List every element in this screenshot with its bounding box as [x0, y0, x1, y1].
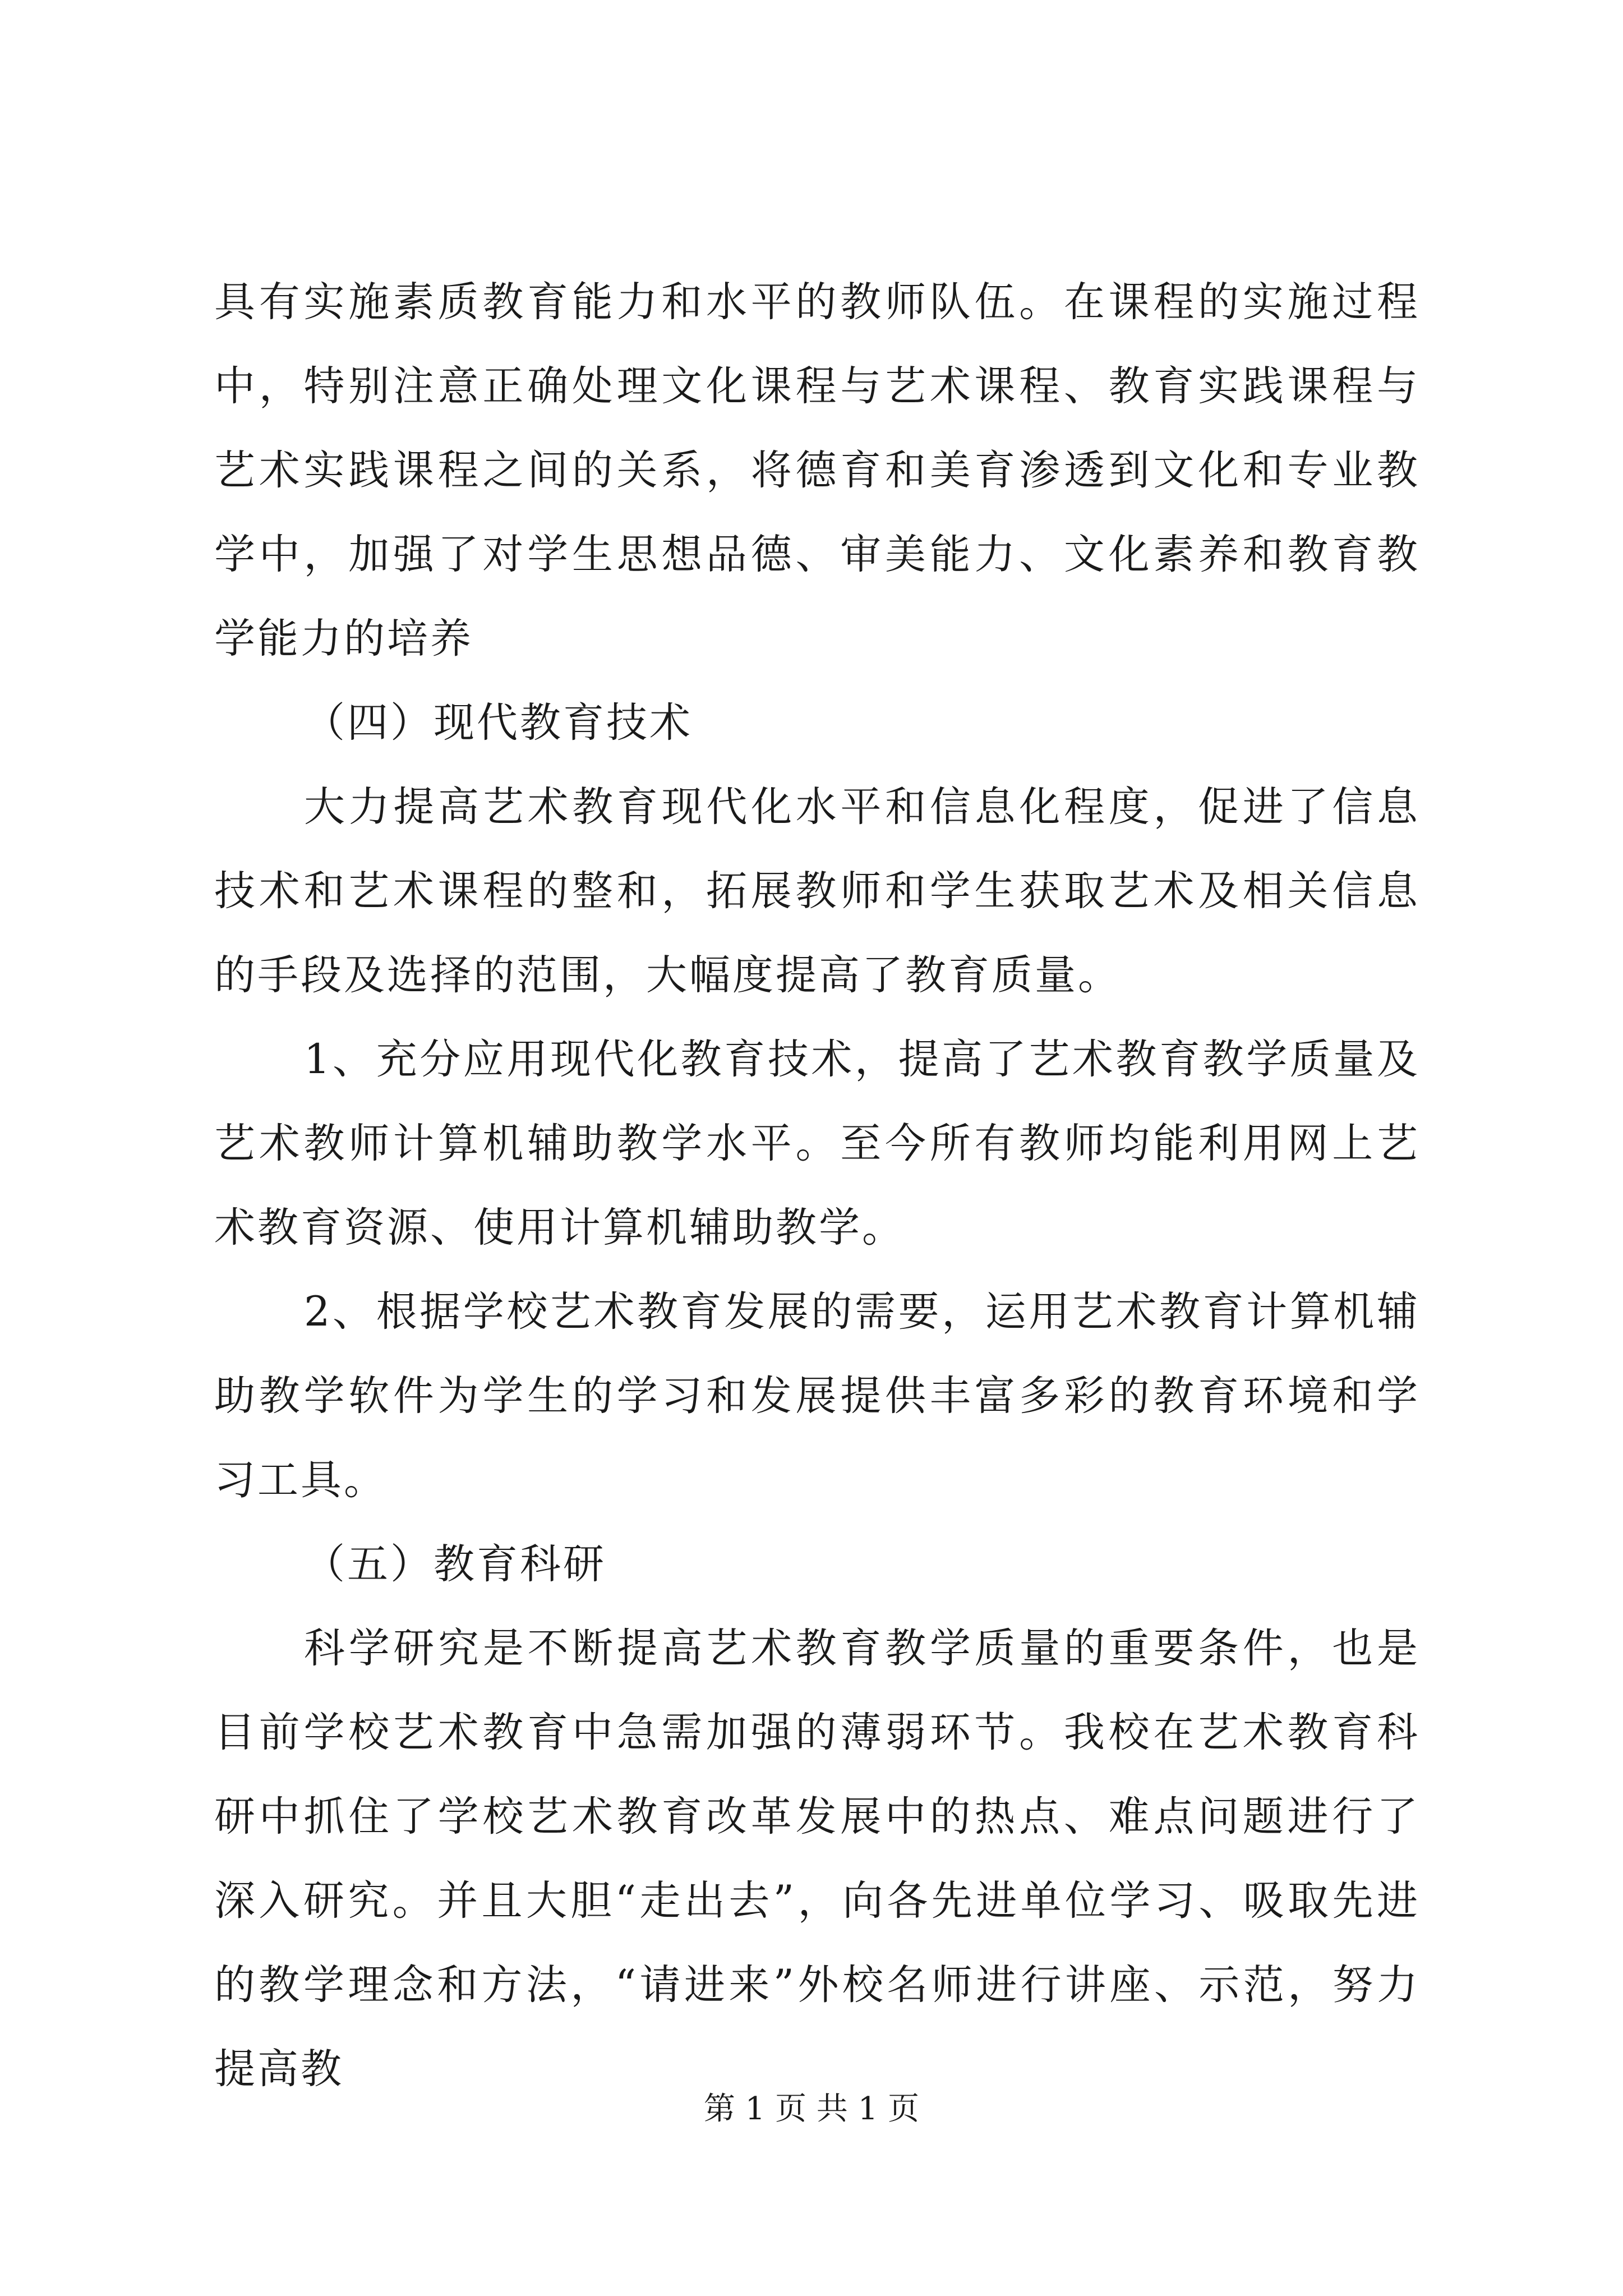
paragraph-1: 具有实施素质教育能力和水平的教师队伍。在课程的实施过程中，特别注意正确处理文化课程与艺术课程、教育实践课程与艺术实践课程之间的关系，将德育和美育渗透到文化和专业教学中，加强了对学生思想品德、审美能力、文化素养和教育教学能力的培养 — [214, 278, 1420, 662]
paragraph-5: 科学研究是不断提高艺术教育教学质量的重要条件，也是目前学校艺术教育中急需加强的薄弱环节。我校在艺术教育科研中抓住了学校艺术教育改革发展中的热点、难点问题进行了深入研究。并且大胆“走出去”，向各先进单位学习、吸取先进的教学理念和方法，“请进来”外校名师进行讲座、示范，努力提高教 — [214, 1625, 1420, 2093]
section-heading-5: （五）教育科研 — [304, 1540, 606, 1588]
paragraph-4: 2、根据学校艺术教育发展的需要，运用艺术教育计算机辅助教学软件为学生的学习和发展提供丰富多彩的教育环境和学习工具。 — [214, 1288, 1420, 1504]
page-footer: 第 1 页 共 1 页 — [703, 2091, 920, 2127]
paragraph-3: 1、充分应用现代化教育技术，提高了艺术教育教学质量及艺术教师计算机辅助教学水平。至今所有教师均能利用网上艺术教育资源、使用计算机辅助教学。 — [214, 1036, 1420, 1251]
section-heading-4: （四）现代教育技术 — [304, 699, 693, 747]
paragraph-2: 大力提高艺术教育现代化水平和信息化程度，促进了信息技术和艺术课程的整和，拓展教师和学生获取艺术及相关信息的手段及选择的范围，大幅度提高了教育质量。 — [214, 783, 1420, 999]
document-body — [214, 260, 1420, 2111]
